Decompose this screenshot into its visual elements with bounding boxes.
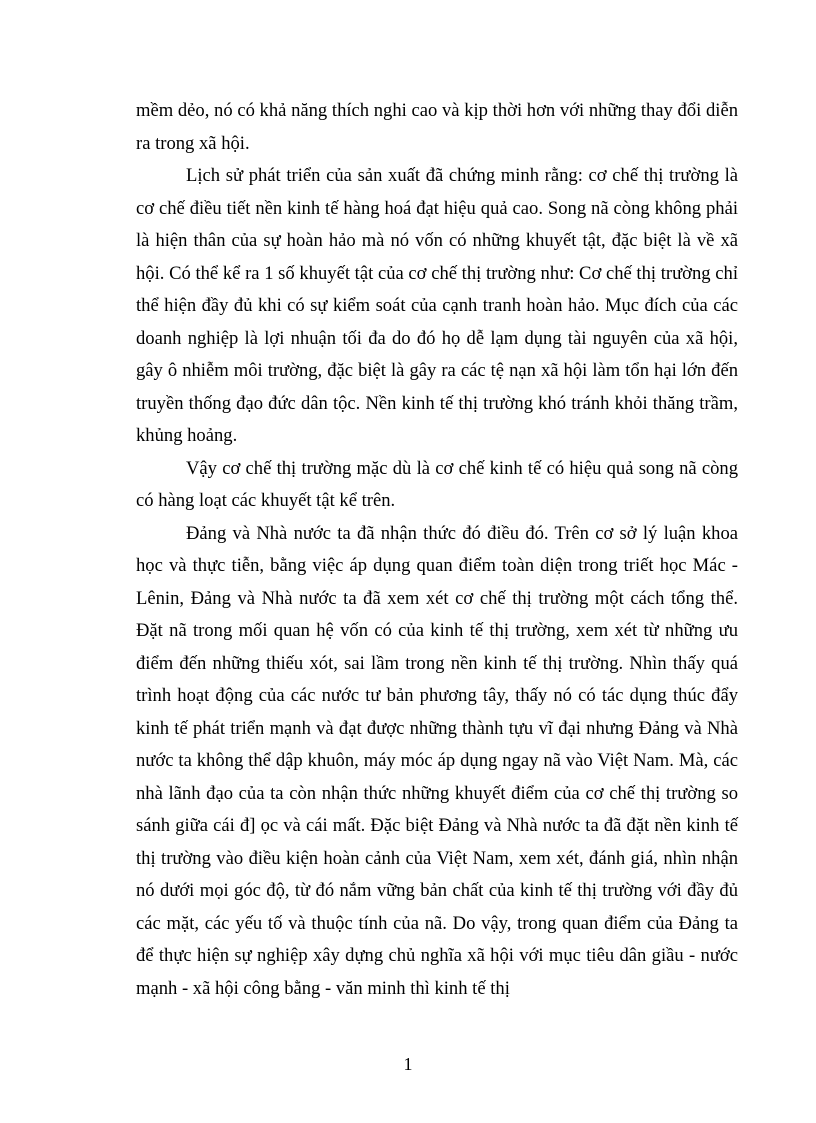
paragraph-1: mềm dẻo, nó có khả năng thích nghi cao và kịp thời hơn với những thay đổi diễn ra trong xã hội. bbox=[136, 100, 738, 154]
page-number: 1 bbox=[403, 1054, 413, 1074]
paragraph-3: Vậy cơ chế thị trường mặc dù là cơ chế kinh tế có hiệu quả song nã còng có hàng loạt các khuyết tật kể trên. bbox=[136, 457, 738, 511]
body-text bbox=[136, 95, 738, 1005]
paragraph-4: Đảng và Nhà nước ta đã nhận thức đó điều đó. Trên cơ sở lý luận khoa học và thực tiễn, bằng việc áp dụng quan điểm toàn diện trong triết học Mác - Lênin, Đảng và Nhà nước ta đã xem xét cơ chế thị trường một cách tổng thể. Đặt nã trong mối quan hệ vốn có của kinh tế thị trường, xem xét từ những ưu điểm đến những thiếu xót, sai lầm trong nền kinh tế thị trường. Nhìn thấy quá trình hoạt động của các nước tư bản phương tây, thấy nó có tác dụng thúc đẩy kinh tế phát triển mạnh và đạt được những thành tựu vĩ đại nhưng Đảng và Nhà nước ta không thể dập khuôn, máy móc áp dụng ngay nã vào Việt Nam. Mà, các nhà lãnh đạo của ta còn nhận thức những khuyết điểm của cơ chế thị trường so sánh giữa cái đ] ọc và cái mất. Đặc biệt Đảng và Nhà nước ta đã đặt nền kinh tế thị trường vào điều kiện hoàn cảnh của Việt Nam, xem xét, đánh giá, nhìn nhận nó dưới mọi góc độ, từ đó nắm vững bản chất của kinh tế thị trường với đầy đủ các mặt, các yếu tố và thuộc tính của nã. Do vậy, trong quan điểm của Đảng ta để thực hiện sự nghiệp xây dựng chủ nghĩa xã hội với mục tiêu dân giầu - nước mạnh - xã hội công bằng - văn minh thì kinh tế thị bbox=[136, 522, 738, 999]
paragraph-2: Lịch sử phát triển của sản xuất đã chứng minh rằng: cơ chế thị trường là cơ chế điều tiết nền kinh tế hàng hoá đạt hiệu quả cao. Song nã còng không phải là hiện thân của sự hoàn hảo mà nó vốn có những khuyết tật, đặc biệt là về xã hội. Có thể kể ra 1 số khuyết tật của cơ chế thị trường như: Cơ chế thị trường chỉ thể hiện đầy đủ khi có sự kiểm soát của cạnh tranh hoàn hảo. Mục đích của các doanh nghiệp là lợi nhuận tối đa do đó họ dễ lạm dụng tài nguyên của xã hội, gây ô nhiễm môi trường, đặc biệt là gây ra các tệ nạn xã hội làm tổn hại lớn đến truyền thống đạo đức dân tộc. Nền kinh tế thị trường khó tránh khỏi thăng trầm, khủng hoảng. bbox=[136, 165, 738, 446]
